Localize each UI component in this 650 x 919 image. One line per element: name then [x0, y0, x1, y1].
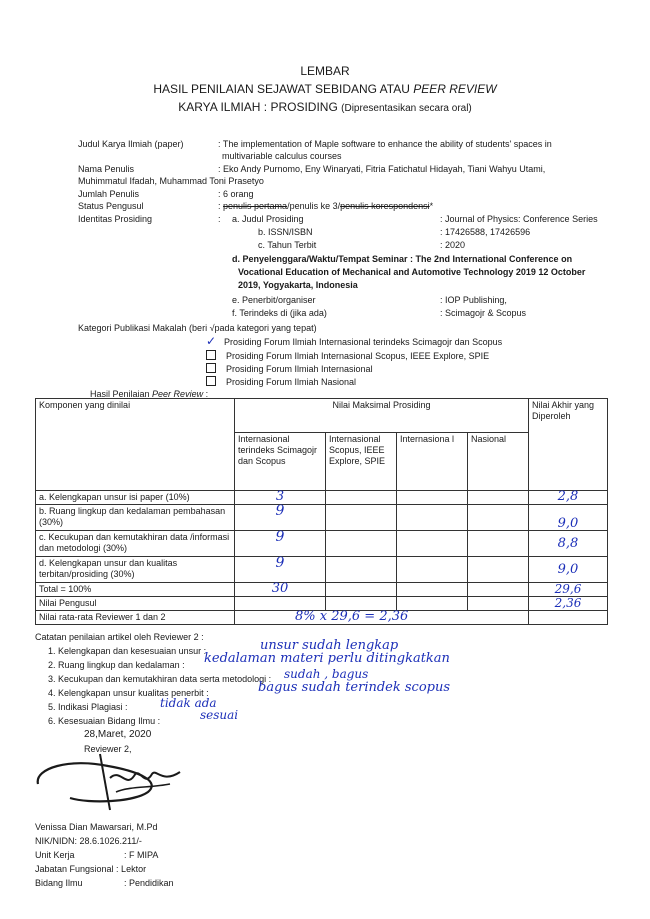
catatan-item-4-note: bagus sudah terindek scopus — [258, 680, 451, 695]
hasil-label-italic: Peer Review — [152, 389, 204, 399]
row-max: 3 — [235, 491, 326, 505]
row-akhir: 9,0 — [529, 505, 608, 531]
identitas-d-line-3: 2019, Yogyakarta, Indonesia — [238, 280, 358, 290]
signature-jabatan: Jabatan Fungsional : Lektor — [35, 864, 147, 874]
catatan-item-6-label: 6. Kesesuaian Bidang Ilmu : — [48, 716, 161, 726]
header-nilai-akhir: Nilai Akhir yang Diperoleh — [529, 399, 608, 491]
judul-label: Judul Karya Ilmiah (paper) — [78, 139, 184, 149]
status-strike-2: penulis korespondensi — [340, 201, 430, 211]
signature-name: Venissa Dian Mawarsari, M.Pd — [35, 822, 158, 832]
identitas-d-line-2: Vocational Education of Mechanical and Automotive Technology 2019 12 October — [238, 267, 586, 277]
checkbox-icon — [206, 363, 216, 373]
row-label: a. Kelengkapan unsur isi paper (10%) — [36, 491, 235, 505]
row-label: d. Kelengkapan unsur dan kualitas terbitan/prosiding (30%) — [36, 557, 235, 583]
row-label: Nilai rata-rata Reviewer 1 dan 2 — [36, 611, 235, 625]
judul-value-1: : The implementation of Maple software to enhance the ability of students' spaces in — [218, 139, 552, 149]
hasil-label-prefix: Hasil Penilaian — [90, 389, 153, 399]
table-row — [36, 491, 608, 505]
kategori-option-2-label: Prosiding Forum Ilmiah Internasional Scopus, IEEE Explore, SPIE — [226, 351, 490, 361]
catatan-item-5-label: 5. Indikasi Plagiasi : — [48, 702, 128, 712]
check-mark-icon: ✓ — [206, 334, 217, 348]
judul-value-2: multivariable calculus courses — [222, 151, 342, 161]
hasil-label-suffix: : — [203, 389, 209, 399]
status-value — [218, 201, 433, 212]
status-label: Status Pengusul — [78, 201, 144, 211]
identitas-c-value: : 2020 — [440, 240, 466, 250]
kategori-option-3-label: Prosiding Forum Ilmiah Internasional — [226, 364, 373, 374]
row-label: Nilai Pengusul — [36, 597, 235, 611]
row-akhir: 29,6 — [529, 583, 608, 597]
catatan-item-2-label: 2. Ruang lingkup dan kedalaman : — [48, 660, 185, 670]
status-colon: : — [218, 201, 224, 211]
kategori-option-2[interactable] — [206, 350, 489, 362]
kategori-label: Kategori Publikasi Makalah (beri √pada kategori yang tepat) — [78, 323, 317, 333]
row-label: c. Kecukupan dan kemutakhiran data /informasi dan metodologi (30%) — [36, 531, 235, 557]
catatan-item-5-note: tidak ada — [160, 696, 217, 710]
kategori-option-3[interactable] — [206, 363, 373, 375]
kategori-option-4[interactable] — [206, 376, 356, 388]
catatan-title: Catatan penilaian artikel oleh Reviewer 2 : — [35, 632, 204, 642]
header-komponen: Komponen yang dinilai — [36, 399, 235, 491]
signature-date: 28,Maret, 2020 — [84, 729, 152, 740]
nama-value-2: Muhimmatul Ifadah, Muhammad Toni Prasetyo — [78, 176, 264, 186]
jumlah-value: : 6 orang — [218, 189, 254, 199]
checkbox-icon — [206, 350, 216, 360]
nama-value-1: : Eko Andy Purnomo, Eny Winaryati, Fitria Fatichatul Hidayah, Tiani Wahyu Utami, — [218, 164, 546, 174]
title-karya-ilmiah — [0, 100, 650, 114]
catatan-item-1-note: unsur sudah lengkap — [260, 638, 399, 653]
table-row — [36, 531, 608, 557]
identitas-d-line-1: d. Penyelenggara/Waktu/Tempat Seminar : The 2nd International Conference on — [232, 254, 573, 264]
header-nilai-maks: Nilai Maksimal Prosiding — [235, 399, 529, 433]
title-lembar: LEMBAR — [300, 64, 350, 78]
row-label: Total = 100% — [36, 583, 235, 597]
nama-label: Nama Penulis — [78, 164, 135, 174]
handwritten-signature — [30, 748, 190, 814]
signature-nik: NIK/NIDN: 28.6.1026.211/- — [35, 836, 142, 846]
signature-reviewer: Reviewer 2, — [84, 744, 132, 754]
identitas-a-label: a. Judul Prosiding — [232, 214, 304, 224]
title-hasil-prefix: HASIL PENILAIAN SEJAWAT SEBIDANG ATAU — [153, 82, 414, 96]
table-row — [36, 557, 608, 583]
identitas-f-label: f. Terindeks di (jika ada) — [232, 308, 327, 318]
table-row — [36, 505, 608, 531]
identitas-b-value: : 17426588, 17426596 — [440, 227, 531, 237]
signature-bidang-value: : Pendidikan — [124, 878, 174, 888]
row-akhir: 2,36 — [529, 597, 608, 611]
row-max: 30 — [235, 583, 326, 597]
subheader-nasional: Nasional — [468, 433, 529, 491]
identitas-e-label: e. Penerbit/organiser — [232, 295, 316, 305]
kategori-option-1[interactable] — [206, 336, 502, 348]
identitas-colon: : — [218, 214, 221, 224]
title-karya-small: (Dipresentasikan secara oral) — [341, 103, 472, 114]
row-akhir — [529, 611, 608, 625]
status-mid: /penulis ke 3/ — [287, 201, 341, 211]
status-strike-1: penulis pertama — [223, 201, 288, 211]
signature-bidang-label: Bidang Ilmu — [35, 878, 83, 888]
title-peer-review: PEER REVIEW — [413, 82, 497, 96]
jumlah-label: Jumlah Penulis — [78, 189, 140, 199]
identitas-f-value: : Scimagojr & Scopus — [440, 308, 527, 318]
row-max: 9 — [235, 531, 326, 557]
identitas-c-label: c. Tahun Terbit — [258, 240, 317, 250]
catatan-item-1-label: 1. Kelengkapan dan kesesuaian unsur : — [48, 646, 207, 656]
subheader-internasional: Internasiona l — [397, 433, 468, 491]
subheader-scopus-ieee: Internasional Scopus, IEEE Explore, SPIE — [326, 433, 397, 491]
identitas-b-label: b. ISSN/ISBN — [258, 227, 313, 237]
identitas-e-value: : IOP Publishing, — [440, 295, 507, 305]
catatan-item-4-label: 4. Kelengkapan unsur kualitas penerbit : — [48, 688, 209, 698]
signature-unit-value: : F MIPA — [124, 850, 159, 860]
kategori-option-4-label: Prosiding Forum Ilmiah Nasional — [226, 377, 357, 387]
row-max: 9 — [235, 505, 326, 531]
row-akhir: 9,0 — [529, 557, 608, 583]
row-akhir: 8,8 — [529, 531, 608, 557]
status-tail: * — [429, 201, 434, 211]
kategori-option-1-label: Prosiding Forum Ilmiah Internasional terindeks Scimagojr dan Scopus — [224, 337, 503, 347]
catatan-item-3-note: sudah , bagus — [284, 667, 369, 681]
catatan-item-3-label: 3. Kecukupan dan kemutakhiran data serta metodologi : — [48, 674, 272, 684]
signature-unit-label: Unit Kerja — [35, 850, 75, 860]
score-table — [35, 398, 608, 625]
identitas-label: Identitas Prosiding — [78, 214, 153, 224]
table-row — [36, 583, 608, 597]
title-hasil-penilaian — [0, 82, 650, 96]
identitas-a-value: : Journal of Physics: Conference Series — [440, 214, 598, 224]
row-max: 9 — [235, 557, 326, 583]
row-akhir: 2,8 — [529, 491, 608, 505]
row-label: b. Ruang lingkup dan kedalaman pembahasan (30%) — [36, 505, 235, 531]
row-max: 8% x 29,6 = 2,36 — [235, 611, 529, 625]
table-row — [36, 611, 608, 625]
subheader-terindeks: Internasional terindeks Scimagojr dan Scopus — [235, 433, 326, 491]
catatan-item-2-note: kedalaman materi perlu ditingkatkan — [204, 651, 450, 666]
checkbox-icon — [206, 376, 216, 386]
title-karya-main: KARYA ILMIAH : PROSIDING — [178, 100, 338, 114]
catatan-item-6-note: sesuai — [200, 708, 239, 722]
